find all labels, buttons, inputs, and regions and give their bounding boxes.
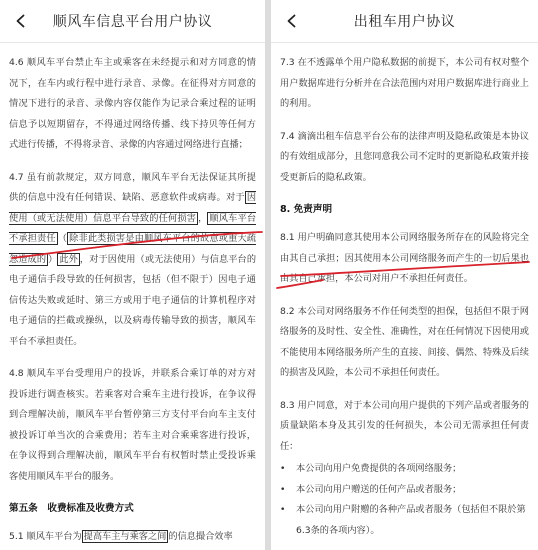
- list-item: [280, 500, 529, 541]
- clause-4-8: 4.8 顺风车平台受理用户的投诉，并联系合乘订单的对方对投诉进行调查核实。若乘客对合乘车主进行投诉，在争议得到合理解决前，顺风车平台暂停第三方支付平台向车主支付被投诉订单当次的合乘费用；若车主对合乘乘客进行投诉，在争议得到合理解决前，顺风车平台有权暂时禁止受投诉乘客使用顺风车平台的服务。: [9, 368, 256, 482]
- clause-7-4: 7.4 滴滴出租车信息平台公布的法律声明及隐私政策是本协议的有效组成部分，且您同意我公司不定时的更新隐私政策并接受更新后的隐私政策。: [280, 130, 529, 183]
- clause-8-3: 8.3 用户同意，对于本公司向用户提供的下列产品或者服务的质量缺陷本身及其引发的任何损失，本公司无需承担任何责任：: [280, 399, 529, 452]
- clause-8-2: 8.2 本公司对网络服务不作任何类型的担保，包括但不限于网络服务的及时性、安全性、准确性，对在任何情况下因使用或不能使用本网络服务所产生的直接、间接、偶然、特殊及后续的损害及风险，本公司不承担任何责任。: [280, 305, 529, 378]
- bullet-glyph: •: [280, 483, 286, 495]
- chevron-left-icon: [14, 14, 28, 28]
- list-item-text: 本公司向用户赠送的任何产品或者服务；: [296, 483, 462, 495]
- clause-4-6: 4.6 顺风车平台禁止车主或乘客在未经提示和对方同意的情况下，在车内或行程中进行录音、录像。在征得对方同意的情况下进行的录音、录像内容仅能作为记录合乘过程的证明信息予以短期留存，不得通过网络传播、线下持贝等任何方式进行传播，不得将录音、录像的内容通过网络进行直播；: [9, 57, 256, 150]
- right-screenshot-panel: [271, 0, 538, 550]
- back-button[interactable]: [279, 8, 305, 34]
- clause-4-7-text-c: （: [57, 233, 68, 244]
- right-header-bar: [271, 0, 538, 43]
- agreement-content: [271, 43, 538, 541]
- clause-4-7: [9, 168, 256, 353]
- clause-4-7-text-d: ）: [48, 253, 58, 265]
- exemption-list: [280, 459, 529, 541]
- left-header-bar: [0, 0, 265, 43]
- section-5-heading: 第五条 收费标准及收费方式: [9, 503, 134, 514]
- left-screenshot-panel: [0, 0, 265, 550]
- back-button[interactable]: [8, 8, 34, 34]
- chevron-left-icon: [285, 14, 299, 28]
- section-8-heading: 8. 免责声明: [280, 204, 333, 215]
- clause-4-7-text-b: ，: [198, 212, 208, 224]
- clause-7-3: 7.3 在不透露单个用户隐私数据的前提下，本公司有权对整个用户数据库进行分析并在合法范围内对用户数据库进行商业上的利用。: [280, 57, 529, 109]
- clause-5-1-text-c: 的信息撮合效率: [168, 531, 233, 542]
- page-title: 顺风车信息平台用户协议: [52, 14, 213, 30]
- bullet-glyph: •: [280, 504, 286, 515]
- list-item-text: 本公司向用户附赠的各种产品或者服务（包括但不限於第6.3条的各项内容）。: [296, 504, 526, 536]
- list-item: [280, 459, 529, 480]
- highlight-box-1: 因使用（或无法使用）信息平台导致的任何损害: [9, 192, 256, 224]
- list-item: [280, 480, 529, 501]
- page-title: 出租车用户协议: [353, 14, 456, 30]
- clause-4-7-text-e: ，对于因使用（或无法使用）与信息平台的电子通信手段导致的任何损害，包括（但不限于）因电子通信传达失败或延时、第三方或用于电子通信的计算机程序对电子通信的拦截或操纵，以及病毒传输导致的损害，顺风车平台不承担责任。: [9, 253, 257, 347]
- list-item-text: 本公司向用户免费提供的各项网络服务；: [296, 463, 462, 474]
- clause-5-1-text-a: 5.1 顺风车平台为: [9, 531, 82, 542]
- highlight-box-3: 除非此类损害是由顺风车平台的故意或重大疏忽造成的: [9, 233, 257, 265]
- clause-8-1: 8.1 用户明确同意其使用本公司网络服务所存在的风险将完全由其自己承担；因其使用本公司网络服务而产生的一切后果也由其自己承担，本公司对用户不承担任何责任。: [280, 232, 529, 284]
- bullet-glyph: •: [280, 463, 286, 474]
- highlight-box-4: 此外: [59, 253, 78, 265]
- agreement-content: [0, 43, 265, 548]
- clause-5-1: [9, 527, 256, 548]
- clause-4-7-text-a: 4.7 虽有前款规定，双方同意，顺风车平台无法保证其所提供的信息中没有任何错误、缺陷、恶意软件或病毒。对于: [9, 171, 256, 203]
- highlight-box-5: 提高车主与乘客之间: [83, 531, 167, 542]
- highlight-box-2: 顺风车平台不承担责任: [9, 212, 257, 244]
